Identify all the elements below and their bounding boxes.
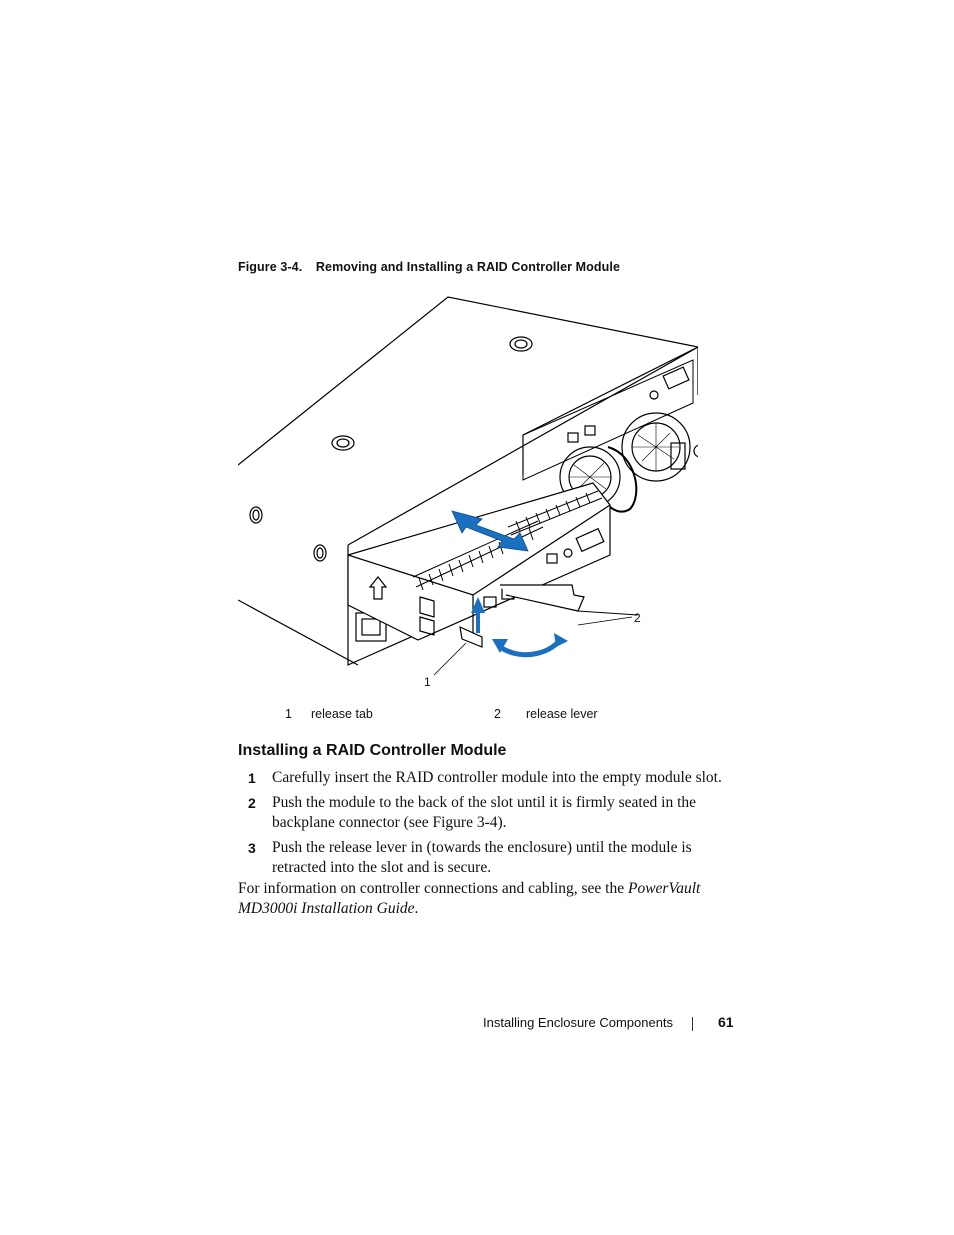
footer-section-title: Installing Enclosure Components [483, 1015, 674, 1030]
figure-number: Figure 3-4. [238, 260, 303, 274]
install-steps [248, 768, 728, 883]
footer-divider [692, 1017, 693, 1031]
step-text: Push the module to the back of the slot until it is firmly seated in the backplane connector (see Figure 3-4). [272, 794, 697, 831]
page-number: 61 [718, 1014, 734, 1030]
guide-title: PowerVault MD3000i Installation Guide [238, 880, 701, 917]
callout-number: 2 [494, 707, 501, 721]
callout-release-lever [494, 707, 598, 721]
raid-controller-illustration [238, 295, 698, 695]
figure-title: Removing and Installing a RAID Controller Module [315, 260, 621, 274]
step-number: 3 [248, 840, 256, 856]
paragraph-end: . [414, 900, 419, 917]
step-item [248, 768, 728, 788]
paragraph-text: For information on controller connections and cabling, see the [238, 880, 628, 897]
step-item [248, 838, 728, 878]
callout-release-tab [285, 707, 373, 721]
section-title: Installing a RAID Controller Module [238, 742, 507, 759]
info-paragraph [238, 879, 728, 919]
callout-label: release lever [526, 707, 598, 721]
figure-caption [238, 260, 620, 274]
step-number: 1 [248, 770, 256, 786]
figure-label-1: 1 [424, 675, 431, 689]
step-text: Push the release lever in (towards the enclosure) until the module is retracted into the slot and is secure. [272, 839, 692, 876]
step-text: Carefully insert the RAID controller module into the empty module slot. [272, 769, 722, 786]
callout-label: release tab [311, 707, 373, 721]
figure-label-2: 2 [634, 611, 641, 625]
step-item [248, 793, 728, 833]
callout-number: 1 [285, 707, 292, 721]
step-number: 2 [248, 795, 256, 811]
